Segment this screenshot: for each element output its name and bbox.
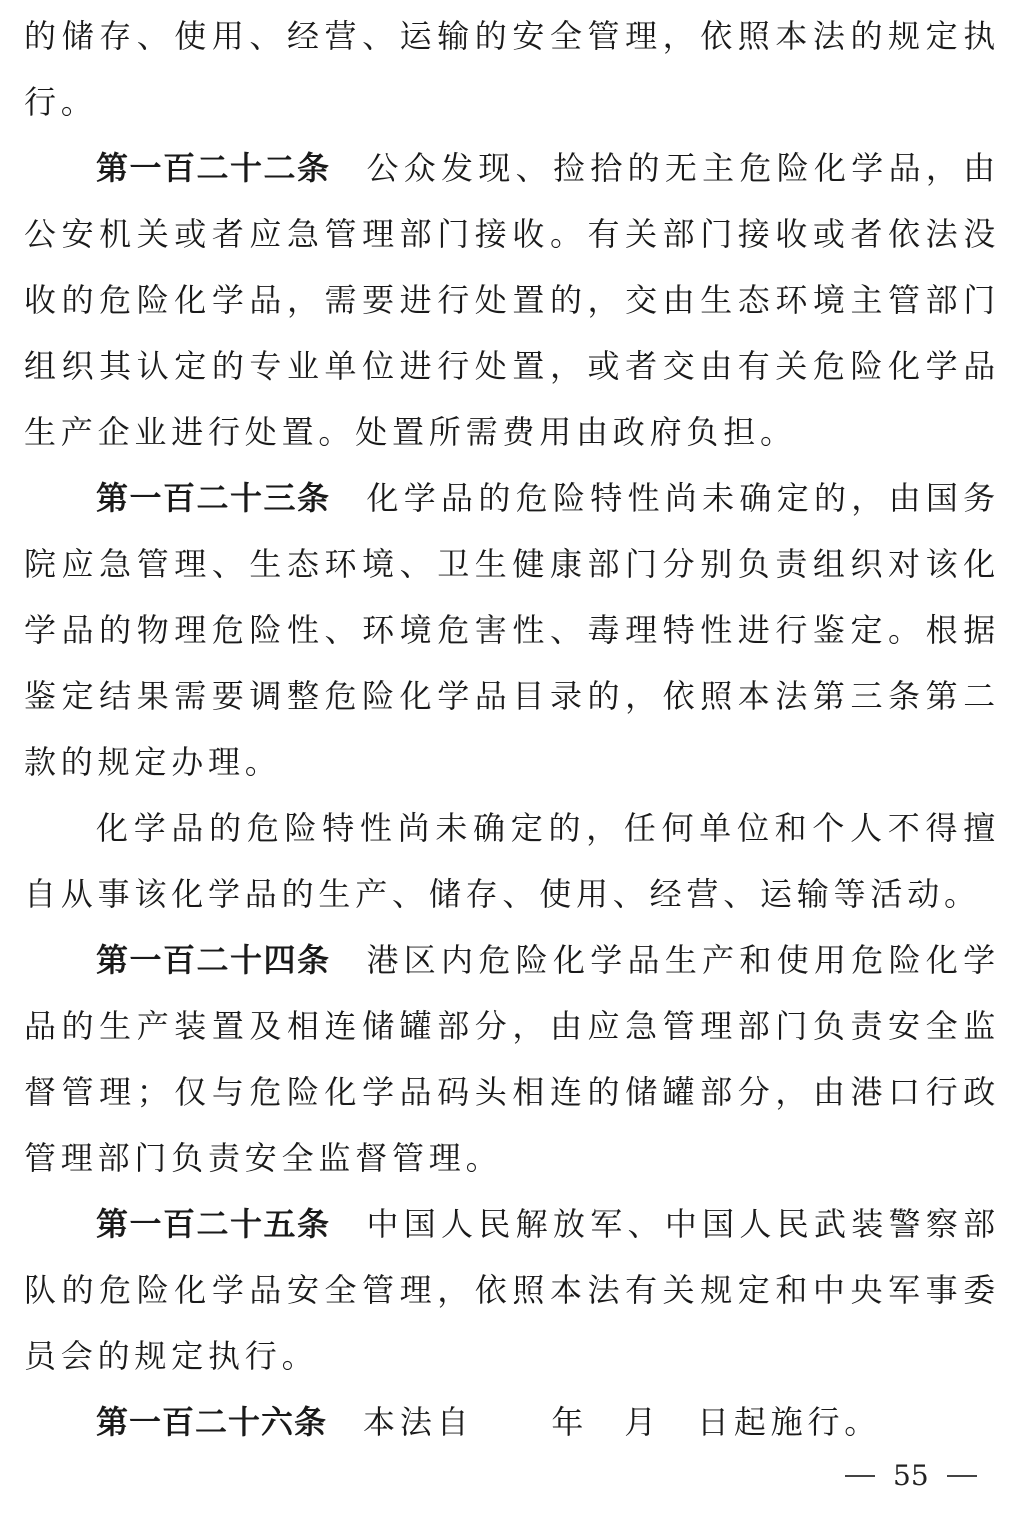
document-body	[24, 0, 1000, 1455]
paragraph-text: 化学品的危险特性尚未确定的，由国务院应急管理、生态环境、卫生健康部门分别负责组织对该化学品的物理危险性、环境危害性、毒理特性进行鉴定。根据鉴定结果需要调整危险化学品目录的，依照本法第三条第二款的规定办理。	[24, 479, 1000, 781]
article-126	[24, 1389, 1000, 1455]
article-number: 第一百二十四条	[96, 941, 331, 979]
article-number: 第一百二十六条	[96, 1403, 328, 1441]
article-122	[24, 135, 1000, 465]
year-label: 年	[551, 1403, 589, 1441]
paragraph-text: 公众发现、捡拾的无主危险化学品，由公安机关或者应急管理部门接收。有关部门接收或者依法没收的危险化学品，需要进行处置的，交由生态环境主管部门组织其认定的专业单位进行处置，或者交由有关危险化学品生产企业进行处置。处置所需费用由政府负担。	[24, 149, 1000, 451]
article-125	[24, 1191, 1000, 1389]
page-number: 55	[893, 1459, 929, 1492]
dash-left	[845, 1475, 875, 1477]
effective-date-suffix: 日起施行。	[697, 1403, 882, 1441]
paragraph-text: 的储存、使用、经营、运输的安全管理，依照本法的规定执行。	[24, 17, 1000, 121]
page-number-footer	[845, 1458, 995, 1494]
paragraph-text: 化学品的危险特性尚未确定的，任何单位和个人不得擅自从事该化学品的生产、储存、使用、经营、运输等活动。	[24, 809, 1000, 913]
dash-right	[947, 1475, 977, 1477]
month-label: 月	[624, 1403, 662, 1441]
article-124	[24, 927, 1000, 1191]
article-number: 第一百二十三条	[96, 479, 331, 517]
paragraph-continuation	[24, 3, 1000, 135]
paragraph-text: 中国人民解放军、中国人民武装警察部队的危险化学品安全管理，依照本法有关规定和中央军事委员会的规定执行。	[24, 1205, 1000, 1375]
article-number: 第一百二十二条	[96, 149, 331, 187]
article-number: 第一百二十五条	[96, 1205, 331, 1243]
paragraph-text: 港区内危险化学品生产和使用危险化学品的生产装置及相连储罐部分，由应急管理部门负责安全监督管理；仅与危险化学品码头相连的储罐部分，由港口行政管理部门负责安全监督管理。	[24, 941, 1000, 1177]
effective-date-prefix: 本法自	[363, 1403, 474, 1441]
article-123	[24, 465, 1000, 795]
article-123-paragraph-2	[24, 795, 1000, 927]
